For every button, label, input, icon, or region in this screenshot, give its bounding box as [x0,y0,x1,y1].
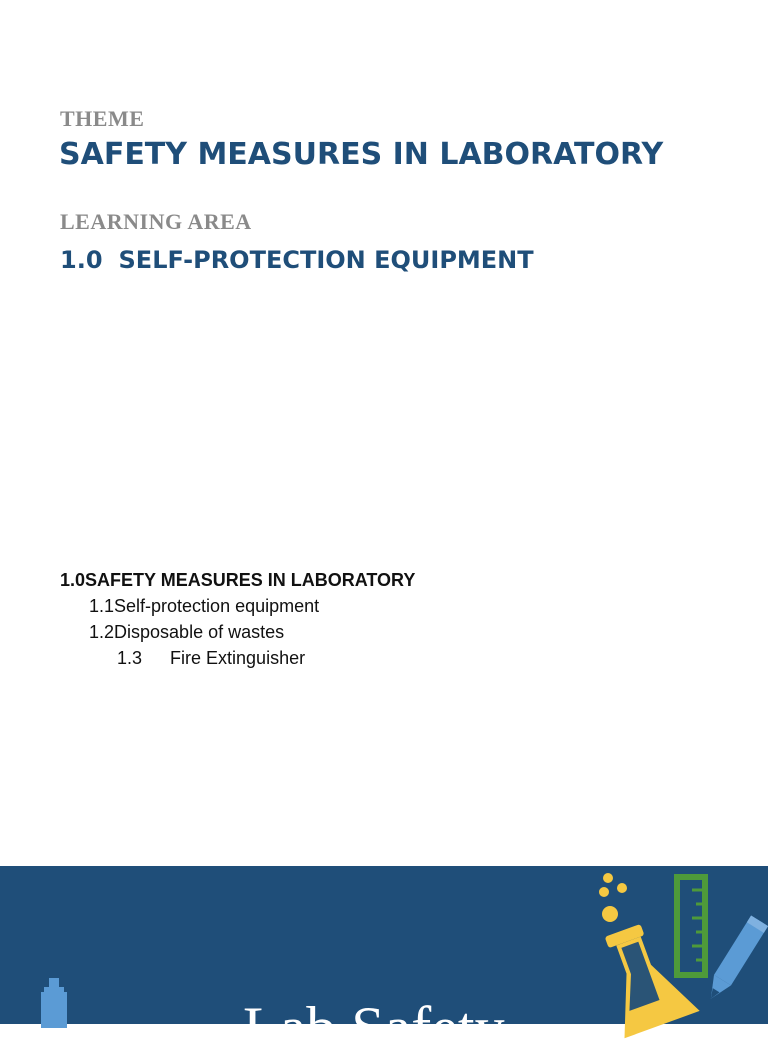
toc-heading: 1.0SAFETY MEASURES IN LABORATORY [60,570,416,590]
learning-area-label: LEARNING AREA [60,209,252,234]
lab-safety-banner [0,866,768,1061]
toc-item: 1.1Self-protection equipment [89,596,320,616]
learning-area-name: SELF-PROTECTION EQUIPMENT [118,246,534,274]
toc-subitem-number: 1.3 [117,648,143,668]
bottle-icon [38,978,72,1028]
learning-area-number: 1.0 [60,246,103,274]
banner-title: Lab Safety [243,995,505,1061]
toc-subitem [117,648,415,669]
toc-item: 1.2Disposable of wastes [89,622,285,642]
page-title: SAFETY MEASURES IN LABORATORY [59,137,664,172]
table-of-contents [60,570,415,669]
learning-area-title [60,246,534,274]
toc-subitem-label: Fire Extinguisher [170,648,306,668]
theme-label: THEME [60,106,145,131]
pencil-icon [700,912,770,1012]
